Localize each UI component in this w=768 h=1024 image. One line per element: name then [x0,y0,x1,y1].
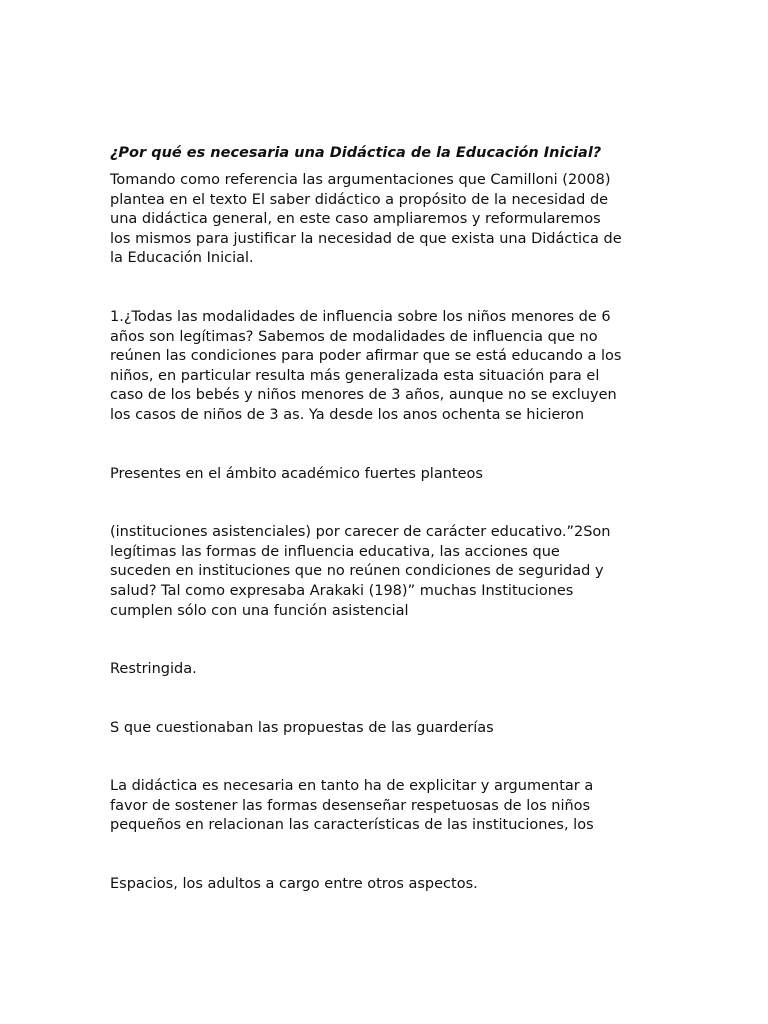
document-title: ¿Por qué es necesaria una Didáctica de la Educación Inicial? [110,145,602,161]
paragraph-espacios: Espacios, los adultos a cargo entre otros aspectos. [110,876,478,893]
paragraph-intro: Tomando como referencia las argumentaciones que Camilloni (2008) plantea en el texto El saber didáctico a propósito de la necesidad de una didáctica general, en este caso ampliaremos y reformularemos los mismos para justificar la necesidad de que exista una Didáctica de la Educación Inicial. [110,172,622,267]
document-page [110,143,662,895]
paragraph-didactica: La didáctica es necesaria en tanto ha de explicitar y argumentar a favor de sostener las formas desenseñar respetuosas de los niños pequeños en relacionan las características de las instituciones, los [110,778,594,834]
paragraph-guarderias: S que cuestionaban las propuestas de las guarderías [110,719,494,736]
paragraph-instituciones: (instituciones asistenciales) por carecer de carácter educativo.”2Son legítimas las formas de influencia educativa, las acciones que suceden en instituciones que no reúnen condiciones de seguridad y salud? Tal como expresaba Arakaki (198)” muchas Instituciones cumplen sólo con una función asistencial [110,524,611,619]
paragraph-restringida: Restringida. [110,661,197,678]
paragraph-question-1: 1.¿Todas las modalidades de influencia sobre los niños menores de 6 años son legítimas? Sabemos de modalidades de influencia que no reúnen las condiciones para poder afirmar que se está educando a los niños, en particular resulta más generalizada esta situación para el caso de los bebés y niños menores de 3 años, aunque no se excluyen los casos de niños de 3 as. Ya desde los anos ochenta se hicieron [110,308,622,423]
paragraph-planteos: Presentes en el ámbito académico fuertes planteos [110,465,483,482]
